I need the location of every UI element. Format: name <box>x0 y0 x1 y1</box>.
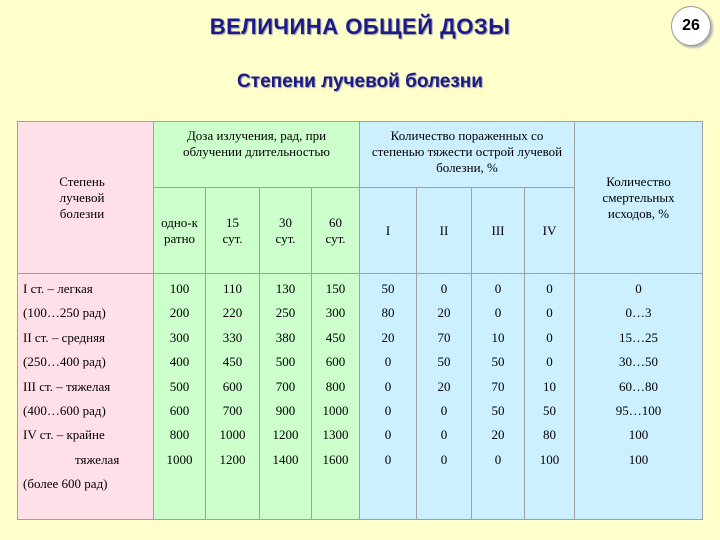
table-cell: 50 <box>491 402 505 418</box>
table-cell: 600 <box>169 402 190 418</box>
table-cell: 20 <box>437 305 451 321</box>
table-cell: 800 <box>169 427 190 443</box>
table-cell: 20 <box>381 329 395 345</box>
header-dose-single: одно-к ратно <box>154 188 206 274</box>
table-cell: 110 <box>222 281 243 296</box>
header-affected-4: IV <box>525 188 575 274</box>
affected-3-column <box>472 274 525 520</box>
table-cell: 800 <box>325 378 346 394</box>
table-cell: 220 <box>222 305 243 321</box>
table-cell: 0 <box>384 427 392 443</box>
table-cell: 600 <box>222 378 243 394</box>
table-cell: 0…3 <box>625 305 652 321</box>
table-cell: 600 <box>325 354 346 370</box>
table-cell: 100 <box>628 451 649 467</box>
table-cell: 700 <box>222 402 243 418</box>
table-cell: 80 <box>381 305 395 321</box>
table-cell: 100 <box>169 281 190 296</box>
dose-15-column <box>206 274 260 520</box>
table-cell: 450 <box>222 354 243 370</box>
table-cell: 150 <box>325 281 346 296</box>
table-cell: 50 <box>381 281 395 296</box>
header-affected: Количество пораженных со степенью тяжести острой лучевой болезни, % <box>360 122 575 188</box>
radiation-dose-table <box>17 121 703 520</box>
table-cell: 400 <box>169 354 190 370</box>
table-cell: 1300 <box>322 427 349 443</box>
table-cell: 70 <box>491 378 505 394</box>
table-cell: 50 <box>491 354 505 370</box>
affected-4-column <box>525 274 575 520</box>
table-cell: 50 <box>437 354 451 370</box>
header-affected-1: I <box>360 188 417 274</box>
table-cell: 1200 <box>219 451 246 467</box>
table-cell: 100 <box>628 427 649 443</box>
table-cell: 95…100 <box>615 402 662 418</box>
table-cell: 20 <box>437 378 451 394</box>
degree-line: I ст. – легкая <box>23 281 93 296</box>
header-affected-3: III <box>472 188 525 274</box>
table-cell: 1000 <box>166 451 193 467</box>
degree-line: (100…250 рад) <box>23 305 106 321</box>
table-cell: 0 <box>384 378 392 394</box>
degree-line: II ст. – средняя <box>23 329 106 345</box>
header-affected-2: II <box>417 188 472 274</box>
degree-line: (400…600 рад) <box>23 402 106 418</box>
slide-subtitle: Степени лучевой болезни <box>237 71 483 92</box>
table-cell: 70 <box>437 329 451 345</box>
table-cell: 500 <box>169 378 190 394</box>
header-fatal: Количество смертельных исходов, % <box>575 122 703 274</box>
table-cell: 10 <box>543 378 556 394</box>
table-cell: 0 <box>546 329 553 345</box>
table-cell: 1000 <box>322 402 349 418</box>
table-cell: 1400 <box>272 451 299 467</box>
table-cell: 0 <box>440 451 448 467</box>
table-cell: 0 <box>440 281 448 296</box>
degree-line: (250…400 рад) <box>23 354 106 370</box>
header-dose-15: 15 сут. <box>206 188 260 274</box>
table-cell: 450 <box>325 329 346 345</box>
header-dose-60: 60 сут. <box>312 188 360 274</box>
table-cell: 0 <box>546 354 553 370</box>
table-cell: 0 <box>384 451 392 467</box>
table-cell: 60…80 <box>619 378 658 394</box>
degree-line: тяжелая <box>75 451 120 467</box>
table-cell: 1600 <box>322 451 349 467</box>
degree-line: (более 600 рад) <box>23 476 108 492</box>
table-cell: 250 <box>275 305 296 321</box>
table-cell: 300 <box>325 305 346 321</box>
table-cell: 20 <box>491 427 505 443</box>
table-cell: 100 <box>539 451 560 467</box>
table-cell: 200 <box>169 305 190 321</box>
table-cell: 1200 <box>272 427 299 443</box>
table-cell: 130 <box>275 281 296 296</box>
slide-title: ВЕЛИЧИНА ОБЩЕЙ ДОЗЫ <box>209 14 511 39</box>
table-cell: 380 <box>275 329 296 345</box>
dose-30-column <box>260 274 312 520</box>
table-cell: 80 <box>543 427 556 443</box>
dose-60-column <box>312 274 360 520</box>
table-cell: 10 <box>491 329 505 345</box>
table-cell: 50 <box>543 402 556 418</box>
affected-1-column <box>360 274 417 520</box>
table-cell: 0 <box>635 281 642 296</box>
table-cell: 330 <box>222 329 243 345</box>
table-cell: 1000 <box>219 427 246 443</box>
affected-2-column <box>417 274 472 520</box>
table-cell: 0 <box>546 305 553 321</box>
table-cell: 0 <box>384 402 392 418</box>
table-cell: 30…50 <box>619 354 658 370</box>
fatal-column <box>575 274 703 520</box>
table-cell: 500 <box>275 354 296 370</box>
degree-column <box>18 274 154 520</box>
table-cell: 0 <box>494 451 502 467</box>
table-cell: 900 <box>275 402 296 418</box>
header-degree: Степень лучевой болезни <box>18 122 154 274</box>
table-cell: 0 <box>440 427 448 443</box>
page-number-badge: 26 <box>671 6 711 46</box>
header-dose: Доза излучения, рад, при облучении длительностью <box>154 122 360 188</box>
header-dose-30: 30 сут. <box>260 188 312 274</box>
table-cell: 15…25 <box>619 329 658 345</box>
table-cell: 0 <box>546 281 553 296</box>
table-cell: 700 <box>275 378 296 394</box>
degree-line: III ст. – тяжелая <box>23 378 111 394</box>
table-cell: 0 <box>494 305 502 321</box>
degree-line: IV ст. – крайне <box>23 427 105 443</box>
table-cell: 300 <box>169 329 190 345</box>
table-cell: 0 <box>384 354 392 370</box>
table-cell: 0 <box>440 402 448 418</box>
dose-single-column <box>154 274 206 520</box>
table-cell: 0 <box>494 281 502 296</box>
